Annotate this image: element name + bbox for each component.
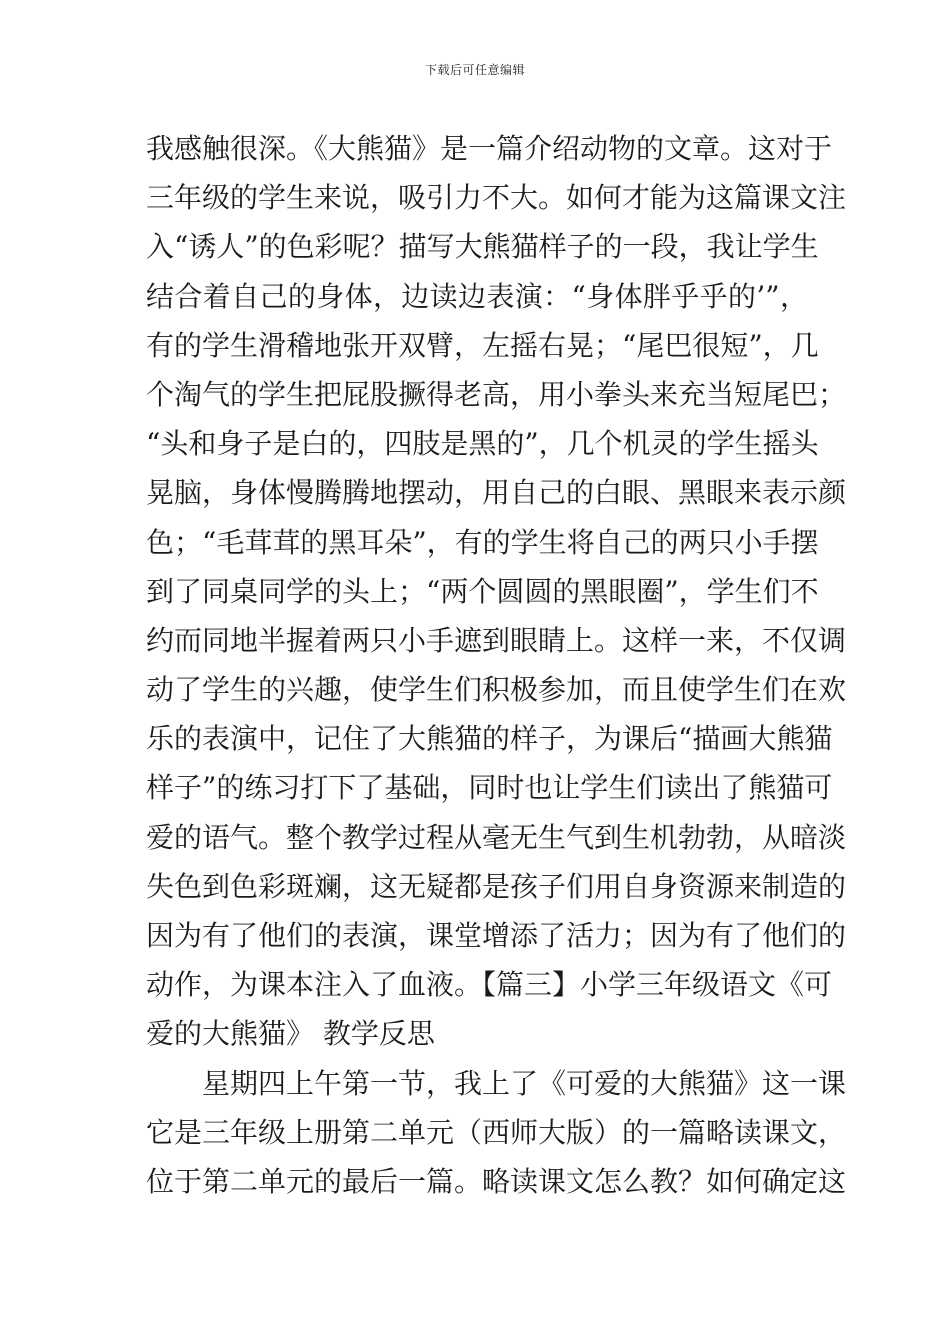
text-line: 样子”的练习打下了基础，同时也让学生们读出了熊猫可 (146, 771, 833, 805)
text-line: “头和身子是白的，四肢是黑的”，几个机灵的学生摇头 (146, 427, 819, 461)
text-line: 约而同地半握着两只小手遮到眼睛上。这样一来，不仅调 (146, 623, 847, 657)
text-line: 它是三年级上册第二单元（西师大版）的一篇略读课文， (146, 1115, 847, 1149)
text-line: 结合着自己的身体，边读边表演：“身体胖乎乎的’”， (146, 279, 808, 313)
text-line: 三年级的学生来说，吸引力不大。如何才能为这篇课文注 (146, 181, 847, 215)
text-line: 动作，为课本注入了血液。【篇三】小学三年级语文《可 (146, 968, 833, 1002)
text-line: 乐的表演中，记住了大熊猫的样子，为课后“描画大熊猫 (146, 722, 833, 756)
text-line: 爱的大熊猫》 教学反思 (146, 1017, 435, 1051)
paragraph-first-line: 星期四上午第一节，我上了《可爱的大熊猫》这一课 (202, 1066, 847, 1100)
document-body (146, 124, 847, 1206)
text-line: 我感触很深。《大熊猫》是一篇介绍动物的文章。这对于 (146, 132, 833, 165)
text-line: 入“诱人”的色彩呢？描写大熊猫样子的一段，我让学生 (146, 230, 819, 264)
page-header: 下载后可任意编辑 (424, 63, 525, 77)
text-line: 色；“毛茸茸的黑耳朵”，有的学生将自己的两只小手摆 (146, 525, 819, 559)
text-line: 有的学生滑稽地张开双臂，左摇右晃；“尾巴很短”，几 (146, 328, 819, 362)
text-line: 个淘气的学生把屁股撅得老高，用小拳头来充当短尾巴； (146, 377, 847, 411)
text-line: 因为有了他们的表演，课堂增添了活力；因为有了他们的 (146, 919, 847, 952)
text-line: 位于第二单元的最后一篇。略读课文怎么教？如何确定这 (146, 1164, 847, 1198)
text-line: 晃脑，身体慢腾腾地摆动，用自己的白眼、黑眼来表示颜 (146, 476, 847, 510)
text-line: 失色到色彩斑斓，这无疑都是孩子们用自身资源来制造的 (146, 869, 847, 903)
text-line: 动了学生的兴趣，使学生们积极参加，而且使学生们在欢 (146, 673, 847, 707)
text-line: 爱的语气。整个教学过程从毫无生气到生机勃勃，从暗淡 (146, 820, 847, 854)
text-line: 到了同桌同学的头上；“两个圆圆的黑眼圈”，学生们不 (146, 574, 819, 608)
